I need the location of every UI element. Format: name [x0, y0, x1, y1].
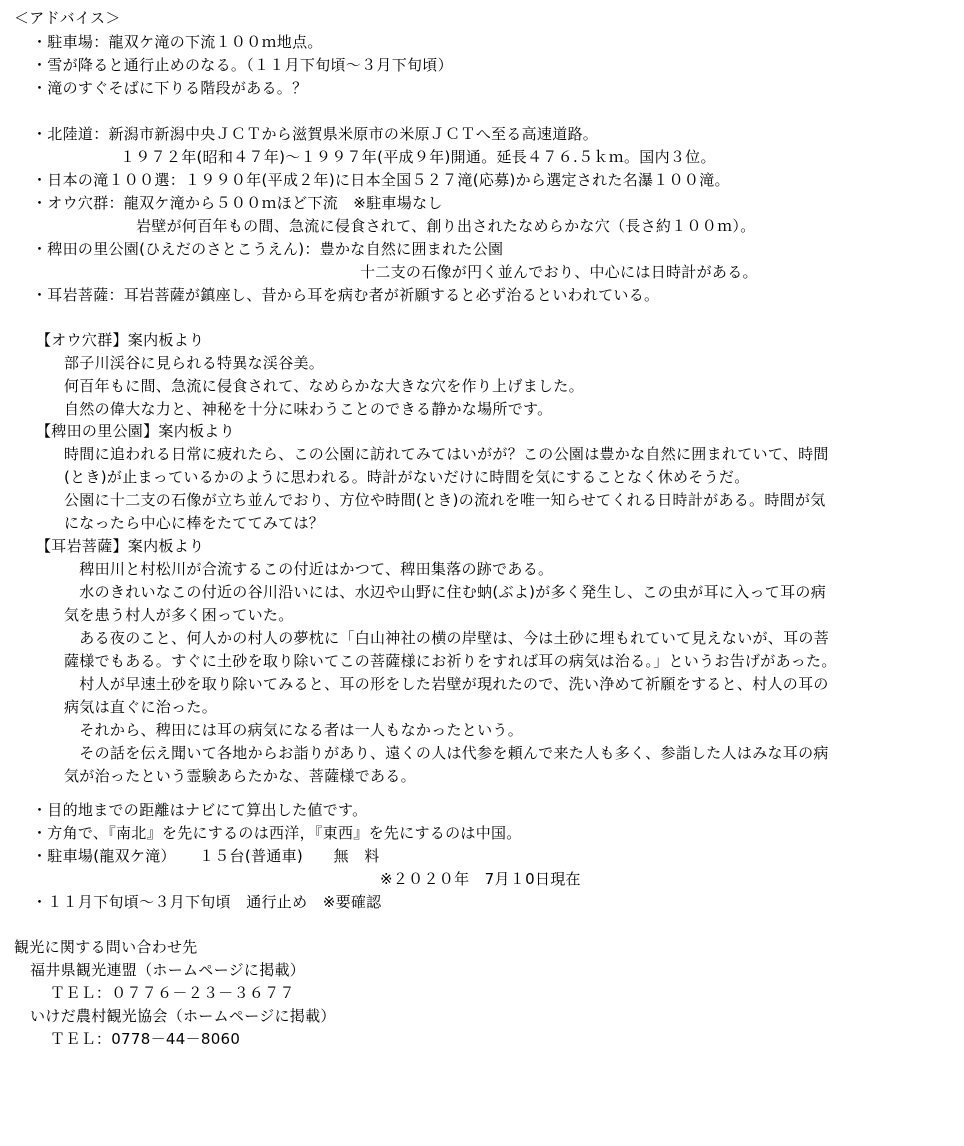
board-mimiiwa-line: 気が治ったという霊験あらたかな、菩薩様である。 — [64, 767, 416, 785]
note-hokuriku: ・北陸道：新潟市新潟中央ＪＣＴから滋賀県米原市の米原ＪＣＴへ至る高速道路。 — [32, 125, 599, 143]
note-mimiiwa: ・耳岩菩薩：耳岩菩薩が鎮座し、昔から耳を病む者が祈願すると必ず治るといわれている。 — [32, 286, 660, 304]
board-ou-line: 部子川渓谷に見られる特異な渓谷美。 — [64, 354, 325, 372]
misc-parking-note: ・駐車場(龍双ケ滝） １５台(普通車) 無 料 — [32, 847, 380, 865]
board-mimiiwa-line: 薩様でもある。すぐに土砂を取り除いてこの菩薩様にお祈りをすれば耳の病気は治る。」というお告げがあった。 — [64, 652, 837, 670]
board-mimiiwa-line: 病気は直ぐに治った。 — [64, 698, 218, 716]
note-ou-holes: ・オウ穴群：龍双ケ滝から５００ｍほど下流 ※駐車場なし — [32, 194, 443, 212]
board-ou-heading: 【オウ穴群】案内板より — [36, 331, 205, 349]
misc-closure-note: ・１１月下旬頃～３月下旬頃 通行止め ※要確認 — [32, 893, 382, 911]
board-hieda-line: 公園に十二支の石像が立ち並んでおり、方位や時間(とき)の流れを唯一知らせてくれる日時計がある。時間が気 — [64, 491, 826, 509]
contact-org-ikeda: いけだ農村観光協会（ホームページに掲載） — [30, 1007, 336, 1025]
board-hieda-line: になったら中心に棒をたててみては？ — [64, 514, 325, 532]
misc-distance-note: ・目的地までの距離はナビにて算出した値です。 — [32, 801, 368, 819]
note-100-falls: ・日本の滝１００選：１９９０年(平成２年)に日本全国５２７滝(応募)から選定された名瀑１００滝。 — [32, 171, 730, 189]
board-mimiiwa-line: その話を伝え聞いて各地からお詣りがあり、遠くの人は代参を頼んで来た人も多く、参詣した人はみな耳の病 — [64, 744, 829, 762]
contact-org-fukui: 福井県観光連盟（ホームページに掲載） — [30, 961, 306, 979]
board-mimiiwa-line: 水のきれいなこの付近の谷川沿いには、水辺や山野に住む蚋(ぶよ)が多く発生し、この虫が耳に入って耳の病 — [64, 583, 827, 601]
board-mimiiwa-line: 稗田川と村松川が合流するこの付近はかつて、稗田集落の跡である。 — [64, 560, 554, 578]
advice-heading: ＜アドバイス＞ — [14, 9, 121, 27]
misc-direction-note: ・方角で、『南北』を先にするのは西洋，『東西』を先にするのは中国。 — [32, 824, 522, 842]
advice-item-snow: ・雪が降ると通行止めのなる。（１１月下旬頃～３月下旬頃） — [32, 56, 453, 74]
board-mimiiwa-heading: 【耳岩菩薩】案内板より — [36, 537, 205, 555]
board-hieda-line: (とき)が止まっているかのように思われる。時計がないだけに時間を気にすることなく休めそうだ。 — [64, 468, 750, 486]
contact-tel-fukui: ＴＥＬ：０７７６－２３－３６７７ — [50, 984, 295, 1002]
board-mimiiwa-line: それから、稗田には耳の病気になる者は一人もなかったという。 — [64, 721, 524, 739]
board-ou-line: 何百年もに間、急流に侵食されて、なめらかな大きな穴を作り上げました。 — [64, 377, 584, 395]
advice-item-stairs: ・滝のすぐそばに下りる階段がある。？ — [32, 79, 308, 97]
note-hieda-park-detail: 十二支の石像が円く並んでおり、中心には日時計がある。 — [360, 263, 758, 281]
contact-tel-ikeda: ＴＥＬ：0778－44－8060 — [50, 1030, 241, 1048]
advice-item-parking: ・駐車場：龍双ケ滝の下流１００ｍ地点。 — [32, 33, 323, 51]
board-mimiiwa-line: 気を患う村人が多く困っていた。 — [64, 606, 294, 624]
note-ou-holes-detail: 岩壁が何百年もの間、急流に侵食されて、創り出されたなめらかな穴（長さ約１００ｍ）。 — [136, 217, 756, 235]
board-ou-line: 自然の偉大な力と、神秘を十分に味わうことのできる静かな場所です。 — [64, 400, 553, 418]
board-hieda-heading: 【稗田の里公園】案内板より — [36, 422, 235, 440]
note-hieda-park: ・稗田の里公園(ひえだのさとこうえん)：豊かな自然に囲まれた公園 — [32, 240, 504, 258]
board-mimiiwa-line: 村人が早速土砂を取り除いてみると、耳の形をした岩壁が現れたので、洗い浄めて祈願をすると、村人の耳の — [64, 675, 829, 693]
contact-heading: 観光に関する問い合わせ先 — [14, 938, 198, 956]
board-hieda-line: 時間に追われる日常に疲れたら、この公園に訪れてみてはいがが？この公園は豊かな自然に囲まれていて、時間 — [64, 445, 829, 463]
note-hokuriku-detail: １９７２年(昭和４７年)～１９９７年(平成９年)開通。延長４７６.５ｋｍ。国内３位。 — [120, 148, 716, 166]
misc-as-of-date: ※２０２０年 7月１0日現在 — [380, 870, 581, 888]
board-mimiiwa-line: ある夜のこと、何人かの村人の夢枕に「白山神社の横の岸壁は、今は土砂に埋もれていて見えないが、耳の菩 — [64, 629, 830, 647]
